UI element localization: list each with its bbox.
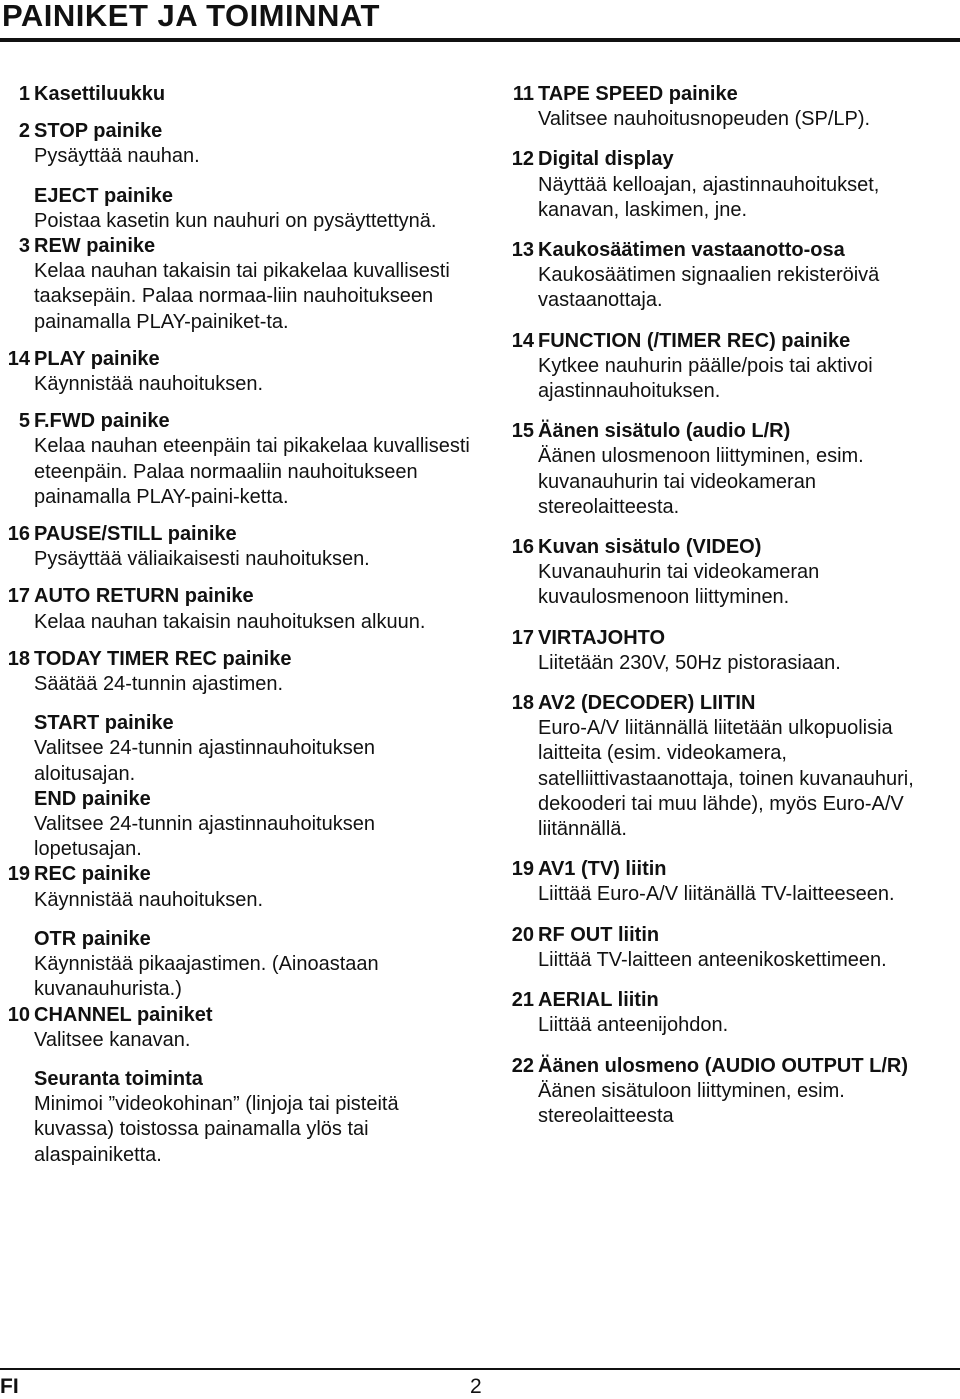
item-description: Käynnistää nauhoituksen. [34, 888, 264, 911]
list-item [500, 1054, 960, 1130]
item-description: Valitsee 24-tunnin ajastinnauhoituksen aloitusajan. [34, 737, 375, 785]
title-rule [0, 38, 960, 42]
item-title: Kaukosäätimen vastaanotto-osa [538, 239, 845, 262]
item-title: AERIAL liitin [538, 989, 659, 1012]
item-title: EJECT painike [34, 184, 173, 207]
item-number: 10 [7, 1003, 30, 1026]
list-item [0, 82, 470, 107]
item-number: 13 [511, 239, 534, 262]
list-item [500, 238, 960, 314]
item-title: AV2 (DECODER) LIITIN [538, 692, 756, 715]
item-description: Äänen ulosmenoon liittyminen, esim. kuvanauhurin tai videokameran stereolaitteesta. [538, 445, 864, 518]
list-item [0, 347, 470, 397]
list-item [500, 419, 960, 520]
item-number: 22 [511, 1054, 534, 1077]
item-number: 3 [18, 235, 30, 258]
item-number: 2 [18, 120, 30, 143]
item-number: 19 [7, 863, 30, 886]
list-item [0, 409, 470, 510]
item-description: Säätää 24-tunnin ajastimen. [34, 673, 284, 696]
list-item [0, 647, 470, 697]
item-description: Kelaa nauhan takaisin tai pikakelaa kuvallisesti taaksepäin. Palaa normaa-liin nauhoitukseen painamalla PLAY-painiket-ta. [34, 260, 450, 333]
item-number: 16 [7, 523, 30, 546]
item-description: Kytkee nauhurin päälle/pois tai aktivoi ajastinnauhoituksen. [538, 354, 873, 403]
item-title: REW painike [34, 235, 156, 258]
item-number: 17 [511, 626, 534, 649]
item-description: Kaukosäätimen signaalien rekisteröivä vastaanottaja. [538, 264, 880, 312]
item-title: Äänen sisätulo (audio L/R) [538, 420, 791, 443]
list-item [500, 329, 960, 405]
item-description: Liittää anteenijohdon. [538, 1014, 729, 1037]
item-description: Äänen sisätuloon liittyminen, esim. stereolaitteesta [538, 1079, 845, 1127]
item-number: 17 [7, 585, 30, 608]
item-title: TAPE SPEED painike [538, 83, 738, 105]
item-title: OTR painike [34, 927, 151, 950]
list-item [0, 234, 470, 335]
list-item [500, 857, 960, 907]
item-description: Pysäyttää nauhan. [34, 145, 200, 168]
item-number: 11 [512, 83, 534, 105]
item-description: Minimoi ”videokohinan” (linjoja tai pisteitä kuvassa) toistossa painamalla ylös tai alaspainiketta. [34, 1093, 399, 1166]
item-description: Liittää TV-laitteen anteenikoskettimeen. [538, 948, 887, 971]
item-description: Näyttää kelloajan, ajastinnauhoitukset, kanavan, laskimen, jne. [538, 173, 880, 221]
item-title: FUNCTION (/TIMER REC) painike [538, 329, 851, 352]
item-title: Kasettiluukku [34, 83, 166, 105]
item-description: Pysäyttää väliaikaisesti nauhoituksen. [34, 548, 370, 571]
item-title: Digital display [538, 148, 674, 171]
item-title: REC painike [34, 863, 151, 886]
item-description: Kelaa nauhan eteenpäin tai pikakelaa kuvallisesti eteenpäin. Palaa normaaliin nauhoitukseen painamalla PLAY-paini-ketta. [34, 435, 470, 508]
footer-language: FI [0, 1375, 19, 1398]
item-title: AV1 (TV) liitin [538, 858, 667, 881]
left-column [0, 82, 470, 1168]
page-title: PAINIKET JA TOIMINNAT [2, 0, 380, 33]
list-item [0, 584, 470, 634]
footer-rule [0, 1368, 960, 1370]
item-description: Kelaa nauhan takaisin nauhoituksen alkuun. [34, 610, 426, 633]
item-number: 12 [511, 148, 534, 171]
list-item [500, 691, 960, 842]
item-description: Käynnistää nauhoituksen. [34, 373, 264, 396]
list-item [0, 927, 470, 1003]
item-description: Valitsee nauhoitusnopeuden (SP/LP). [538, 108, 871, 131]
item-number: 1 [18, 83, 30, 105]
item-number: 16 [511, 536, 534, 559]
item-description: Poistaa kasetin kun nauhuri on pysäyttettynä. [34, 209, 437, 232]
list-item [500, 988, 960, 1038]
item-number: 21 [511, 989, 534, 1012]
list-item [0, 862, 470, 912]
item-number: 18 [511, 692, 534, 715]
item-number: 18 [7, 647, 30, 670]
list-item [0, 1067, 470, 1168]
item-number: 5 [18, 410, 30, 433]
list-item [0, 119, 470, 169]
item-number: 14 [7, 347, 30, 370]
list-item [0, 522, 470, 572]
item-number: 15 [511, 420, 534, 443]
page-number: 2 [470, 1375, 482, 1398]
item-title: TODAY TIMER REC painike [34, 647, 292, 670]
item-title: Seuranta toiminta [34, 1067, 203, 1090]
item-title: Kuvan sisätulo (VIDEO) [538, 536, 762, 559]
list-item [500, 626, 960, 676]
item-description: Käynnistää pikaajastimen. (Ainoastaan kuvanauhurista.) [34, 953, 379, 1001]
list-item [0, 184, 470, 234]
item-number: 19 [511, 858, 534, 881]
list-item [500, 535, 960, 611]
item-title: END painike [34, 787, 151, 810]
list-item [500, 82, 960, 132]
list-item [500, 923, 960, 973]
list-item [500, 147, 960, 223]
item-description: Valitsee 24-tunnin ajastinnauhoituksen lopetusajan. [34, 813, 375, 861]
right-column [500, 82, 960, 1129]
item-title: F.FWD painike [34, 410, 170, 433]
item-description: Euro-A/V liitännällä liitetään ulkopuolisia laitteita (esim. videokamera, satelliittivastaanottaja, toinen kuvanauhuri, dekooderi tai muu lähde), myös Euro-A/V liitännällä. [538, 717, 914, 841]
item-title: PLAY painike [34, 347, 160, 370]
item-number: 20 [511, 923, 534, 946]
item-description: Valitsee kanavan. [34, 1028, 191, 1051]
item-description: Kuvanauhurin tai videokameran kuvaulosmenoon liittyminen. [538, 561, 820, 609]
item-title: Äänen ulosmeno (AUDIO OUTPUT L/R) [538, 1054, 908, 1077]
item-description: Liitetään 230V, 50Hz pistorasiaan. [538, 651, 841, 674]
list-item [0, 787, 470, 863]
item-description: Liittää Euro-A/V liitänällä TV-laitteeseen. [538, 883, 895, 906]
item-title: START painike [34, 712, 174, 735]
item-title: STOP painike [34, 120, 163, 143]
item-title: RF OUT liitin [538, 923, 660, 946]
item-number: 14 [511, 329, 534, 352]
item-title: PAUSE/STILL painike [34, 523, 237, 546]
item-title: AUTO RETURN painike [34, 585, 254, 608]
list-item [0, 1003, 470, 1053]
item-title: CHANNEL painiket [34, 1003, 213, 1026]
item-title: VIRTAJOHTO [538, 626, 666, 649]
list-item [0, 711, 470, 787]
